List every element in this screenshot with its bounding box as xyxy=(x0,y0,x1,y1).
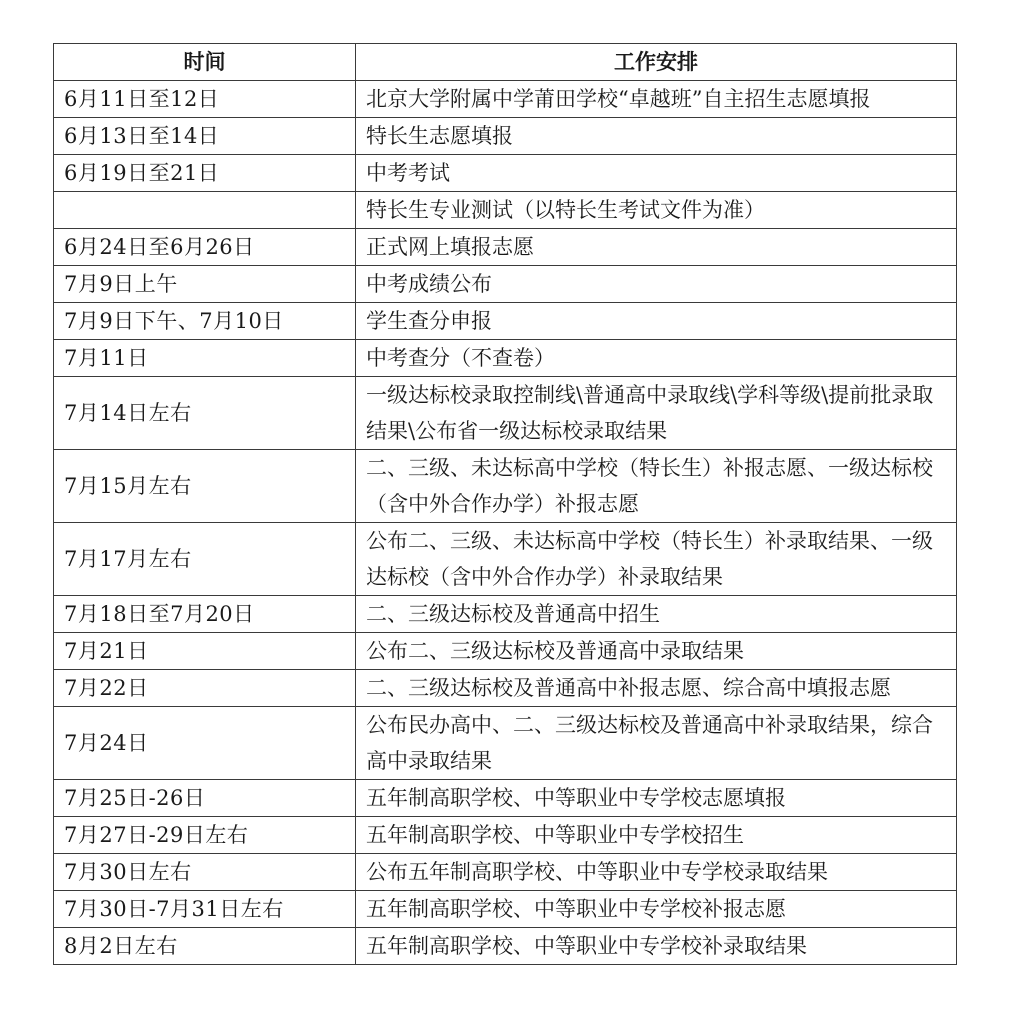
time-cell: 7月24日 xyxy=(54,707,356,780)
time-cell: 7月18日至7月20日 xyxy=(54,596,356,633)
table-row xyxy=(54,523,957,596)
table-row xyxy=(54,340,957,377)
table-row xyxy=(54,707,957,780)
time-cell: 7月21日 xyxy=(54,633,356,670)
schedule-table xyxy=(53,43,957,965)
time-cell: 6月11日至12日 xyxy=(54,81,356,118)
table-row xyxy=(54,81,957,118)
table-row xyxy=(54,891,957,928)
task-cell: 五年制高职学校、中等职业中专学校招生 xyxy=(356,817,957,854)
header-time: 时间 xyxy=(54,44,356,81)
time-cell: 6月19日至21日 xyxy=(54,155,356,192)
table-row xyxy=(54,780,957,817)
task-cell: 五年制高职学校、中等职业中专学校补报志愿 xyxy=(356,891,957,928)
time-cell: 7月22日 xyxy=(54,670,356,707)
time-cell xyxy=(54,192,356,229)
table-row xyxy=(54,928,957,965)
task-cell: 二、三级达标校及普通高中招生 xyxy=(356,596,957,633)
task-cell: 特长生志愿填报 xyxy=(356,118,957,155)
time-cell: 7月27日-29日左右 xyxy=(54,817,356,854)
table-row xyxy=(54,633,957,670)
task-cell: 五年制高职学校、中等职业中专学校补录取结果 xyxy=(356,928,957,965)
table-row xyxy=(54,229,957,266)
time-cell: 7月30日左右 xyxy=(54,854,356,891)
time-cell: 6月13日至14日 xyxy=(54,118,356,155)
task-cell: 中考考试 xyxy=(356,155,957,192)
time-cell: 7月25日-26日 xyxy=(54,780,356,817)
task-cell: 公布五年制高职学校、中等职业中专学校录取结果 xyxy=(356,854,957,891)
task-cell: 二、三级达标校及普通高中补报志愿、综合高中填报志愿 xyxy=(356,670,957,707)
task-cell: 五年制高职学校、中等职业中专学校志愿填报 xyxy=(356,780,957,817)
header-row xyxy=(54,44,957,81)
table-row xyxy=(54,854,957,891)
task-cell: 一级达标校录取控制线\普通高中录取线\学科等级\提前批录取结果\公布省一级达标校录取结果 xyxy=(356,377,957,450)
task-cell: 公布二、三级、未达标高中学校（特长生）补录取结果、一级达标校（含中外合作办学）补录取结果 xyxy=(356,523,957,596)
time-cell: 7月9日下午、7月10日 xyxy=(54,303,356,340)
time-cell: 8月2日左右 xyxy=(54,928,356,965)
table-row xyxy=(54,155,957,192)
table-row xyxy=(54,670,957,707)
time-cell: 7月11日 xyxy=(54,340,356,377)
table-row xyxy=(54,118,957,155)
table-row xyxy=(54,450,957,523)
task-cell: 学生查分申报 xyxy=(356,303,957,340)
task-cell: 特长生专业测试（以特长生考试文件为准） xyxy=(356,192,957,229)
table-row xyxy=(54,817,957,854)
header-task: 工作安排 xyxy=(356,44,957,81)
time-cell: 7月14日左右 xyxy=(54,377,356,450)
time-cell: 6月24日至6月26日 xyxy=(54,229,356,266)
task-cell: 北京大学附属中学莆田学校“卓越班”自主招生志愿填报 xyxy=(356,81,957,118)
table-row xyxy=(54,596,957,633)
task-cell: 公布二、三级达标校及普通高中录取结果 xyxy=(356,633,957,670)
task-cell: 中考成绩公布 xyxy=(356,266,957,303)
task-cell: 二、三级、未达标高中学校（特长生）补报志愿、一级达标校（含中外合作办学）补报志愿 xyxy=(356,450,957,523)
time-cell: 7月15月左右 xyxy=(54,450,356,523)
task-cell: 公布民办高中、二、三级达标校及普通高中补录取结果，综合高中录取结果 xyxy=(356,707,957,780)
table-row xyxy=(54,192,957,229)
time-cell: 7月9日上午 xyxy=(54,266,356,303)
table-row xyxy=(54,303,957,340)
table-row xyxy=(54,266,957,303)
time-cell: 7月30日-7月31日左右 xyxy=(54,891,356,928)
task-cell: 正式网上填报志愿 xyxy=(356,229,957,266)
table-row xyxy=(54,377,957,450)
task-cell: 中考查分（不查卷） xyxy=(356,340,957,377)
time-cell: 7月17月左右 xyxy=(54,523,356,596)
